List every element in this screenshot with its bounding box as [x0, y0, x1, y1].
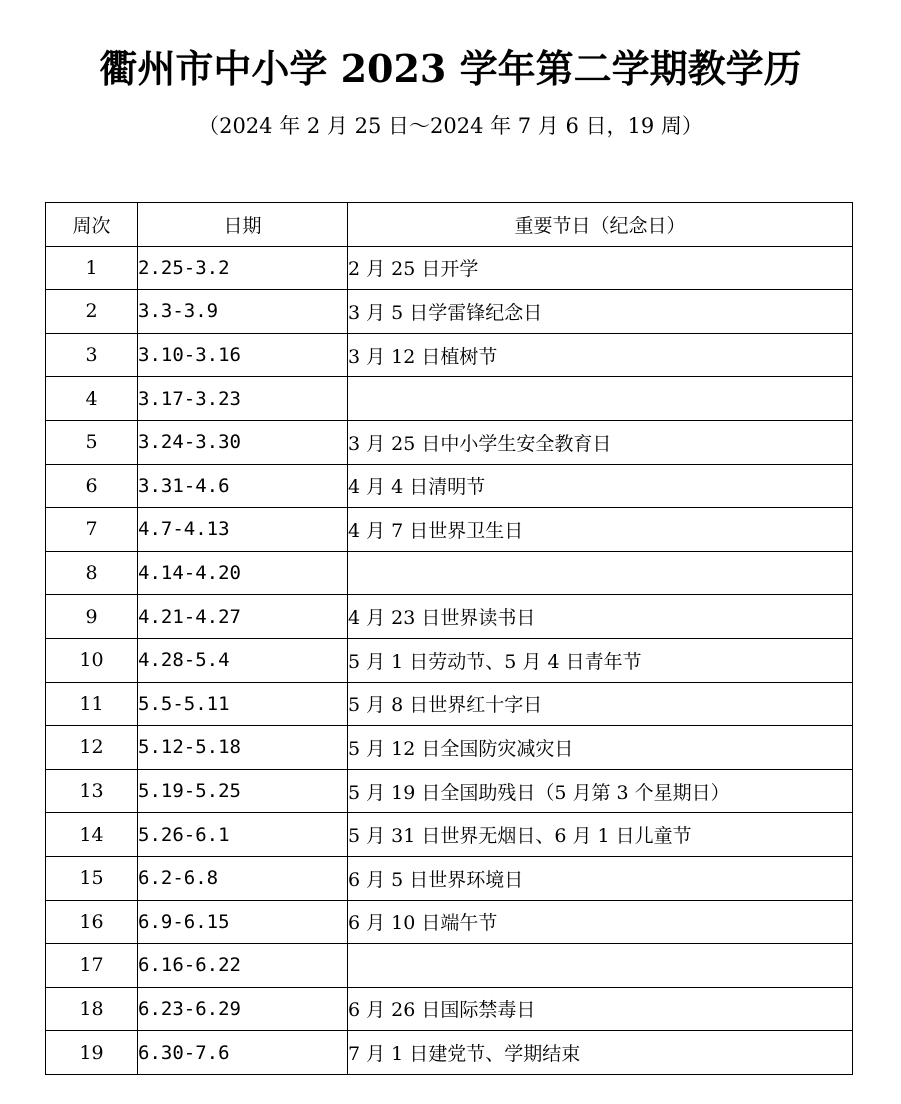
table-row: [46, 246, 853, 290]
table-row: [46, 333, 853, 377]
date-cell: 3.10-3.16: [138, 333, 348, 377]
week-cell: 9: [46, 595, 138, 639]
event-cell: [348, 377, 853, 421]
week-cell: 12: [46, 726, 138, 770]
date-cell: 5.19-5.25: [138, 769, 348, 813]
week-cell: 17: [46, 944, 138, 988]
week-cell: 3: [46, 333, 138, 377]
event-cell: 5 月 1 日劳动节、5 月 4 日青年节: [348, 638, 853, 682]
table-row: [46, 1031, 853, 1075]
event-cell: 3 月 12 日植树节: [348, 333, 853, 377]
table-row: [46, 682, 853, 726]
table-row: [46, 769, 853, 813]
date-cell: 6.16-6.22: [138, 944, 348, 988]
event-cell: 6 月 26 日国际禁毒日: [348, 987, 853, 1031]
week-cell: 11: [46, 682, 138, 726]
event-cell: 4 月 23 日世界读书日: [348, 595, 853, 639]
table-row: [46, 377, 853, 421]
date-cell: 4.21-4.27: [138, 595, 348, 639]
week-cell: 15: [46, 856, 138, 900]
date-cell: 5.26-6.1: [138, 813, 348, 857]
event-cell: 7 月 1 日建党节、学期结束: [348, 1031, 853, 1075]
table-row: [46, 856, 853, 900]
week-cell: 2: [46, 290, 138, 334]
table-row: [46, 638, 853, 682]
event-cell: 6 月 5 日世界环境日: [348, 856, 853, 900]
event-cell: 3 月 5 日学雷锋纪念日: [348, 290, 853, 334]
week-cell: 16: [46, 900, 138, 944]
table-row: [46, 726, 853, 770]
date-cell: 6.23-6.29: [138, 987, 348, 1031]
event-cell: 5 月 8 日世界红十字日: [348, 682, 853, 726]
date-cell: 6.2-6.8: [138, 856, 348, 900]
event-cell: 3 月 25 日中小学生安全教育日: [348, 420, 853, 464]
week-cell: 13: [46, 769, 138, 813]
page-title: 衢州市中小学 2023 学年第二学期教学历: [99, 46, 802, 91]
date-cell: 2.25-3.2: [138, 246, 348, 290]
table-row: [46, 944, 853, 988]
table-row: [46, 464, 853, 508]
event-cell: 5 月 19 日全国助残日（5 月第 3 个星期日）: [348, 769, 853, 813]
week-cell: 14: [46, 813, 138, 857]
table-row: [46, 508, 853, 552]
date-cell: 4.14-4.20: [138, 551, 348, 595]
week-cell: 5: [46, 420, 138, 464]
date-cell: 6.9-6.15: [138, 900, 348, 944]
date-cell: 6.30-7.6: [138, 1031, 348, 1075]
table-row: [46, 900, 853, 944]
week-cell: 8: [46, 551, 138, 595]
table-header-row: [46, 203, 853, 247]
event-cell: 6 月 10 日端午节: [348, 900, 853, 944]
header-date: 日期: [138, 203, 348, 247]
event-cell: [348, 944, 853, 988]
week-cell: 1: [46, 246, 138, 290]
week-cell: 6: [46, 464, 138, 508]
header-week: 周次: [46, 203, 138, 247]
date-cell: 4.28-5.4: [138, 638, 348, 682]
week-cell: 7: [46, 508, 138, 552]
header-event: 重要节日（纪念日）: [348, 203, 853, 247]
date-cell: 3.17-3.23: [138, 377, 348, 421]
event-cell: 2 月 25 日开学: [348, 246, 853, 290]
table-body: [46, 246, 853, 1074]
event-cell: [348, 551, 853, 595]
table-row: [46, 813, 853, 857]
event-cell: 5 月 12 日全国防灾减灾日: [348, 726, 853, 770]
table-row: [46, 987, 853, 1031]
date-cell: 3.31-4.6: [138, 464, 348, 508]
date-range-subtitle: （2024 年 2 月 25 日～2024 年 7 月 6 日，19 周）: [198, 114, 703, 138]
table-row: [46, 290, 853, 334]
table-row: [46, 551, 853, 595]
event-cell: 5 月 31 日世界无烟日、6 月 1 日儿童节: [348, 813, 853, 857]
week-cell: 4: [46, 377, 138, 421]
table-row: [46, 420, 853, 464]
date-cell: 4.7-4.13: [138, 508, 348, 552]
event-cell: 4 月 4 日清明节: [348, 464, 853, 508]
date-cell: 3.24-3.30: [138, 420, 348, 464]
event-cell: 4 月 7 日世界卫生日: [348, 508, 853, 552]
week-cell: 18: [46, 987, 138, 1031]
week-cell: 10: [46, 638, 138, 682]
table-row: [46, 595, 853, 639]
teaching-calendar-table: [45, 202, 853, 1075]
date-cell: 5.5-5.11: [138, 682, 348, 726]
date-cell: 3.3-3.9: [138, 290, 348, 334]
date-cell: 5.12-5.18: [138, 726, 348, 770]
week-cell: 19: [46, 1031, 138, 1075]
